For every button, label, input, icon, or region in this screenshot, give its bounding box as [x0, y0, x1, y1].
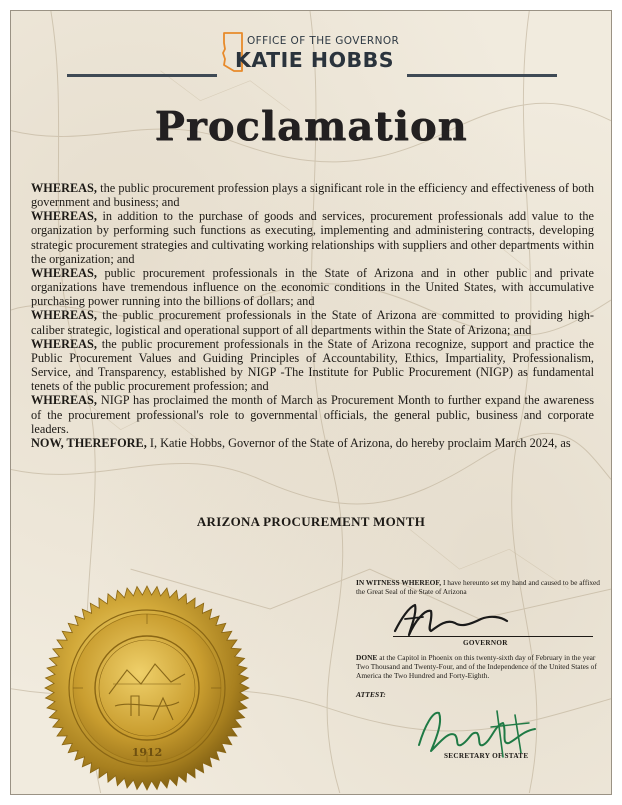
clause-3: [31, 266, 594, 308]
document-title: Proclamation: [154, 103, 468, 150]
header-rule-left: [67, 74, 217, 77]
secretary-of-state-label: SECRETARY OF STATE: [444, 752, 529, 760]
proclamation-document: [10, 10, 612, 795]
done-lead: DONE: [356, 653, 378, 662]
clause-lead: WHEREAS,: [31, 181, 97, 195]
header-rule-right: [407, 74, 557, 77]
clause-text: in addition to the purchase of goods and services, procurement professionals add value to the organization by performing such functions as executing, implementing and administering contracts, developing strategic procurement strategies and cultivating working relationships with suppliers and other departments within the organization; and: [31, 209, 594, 266]
clause-lead: WHEREAS,: [31, 393, 97, 408]
witness-text: I have hereunto set my hand and caused to be affixed the Great Seal of the State of Arizona: [356, 578, 601, 596]
clause-lead: WHEREAS,: [31, 336, 97, 351]
office-label: OFFICE OF THE GOVERNOR: [247, 35, 400, 47]
clause-lead: WHEREAS,: [31, 209, 97, 224]
governor-signature-line: [393, 636, 593, 637]
clause-5: [31, 337, 594, 394]
clause-text: public procurement professionals in the State of Arizona and in other public and private organizations have tremendous influence on the economic conditions in the United States, with accumulative purchasing power running into the billions of dollars; and: [31, 265, 594, 309]
seal-year: 1912: [131, 746, 163, 759]
clause-2: [31, 209, 594, 266]
clause-lead: NOW, THEREFORE,: [31, 435, 147, 450]
proclamation-body: [31, 181, 594, 450]
done-text: at the Capitol in Phoenix on this twenty-sixth day of February in the year Two Thousand and Twenty-Four, and of the Independence of the United States of America the Two Hundred and Forty-Eighth.: [356, 653, 597, 680]
clause-text: NIGP has proclaimed the month of March as Procurement Month to further expand the awareness of the procurement professional's role to governmental officials, the general public, business and corporate leaders.: [31, 393, 594, 436]
witness-lead: IN WITNESS WHEREOF,: [356, 578, 442, 587]
attest-label: ATTEST:: [356, 690, 386, 699]
governor-name-banner: KATIE HOBBS: [235, 48, 395, 72]
great-seal-icon: [43, 584, 251, 792]
clause-text: the public procurement professionals in the State of Arizona are committed to providing high-caliber strategic, logistical and operational support of all departments within the State of Arizona; and: [31, 308, 594, 337]
clause-6: [31, 393, 594, 435]
office-header: [11, 29, 611, 81]
clause-4: [31, 308, 594, 336]
clause-lead: WHEREAS,: [31, 308, 97, 323]
governor-label: GOVERNOR: [463, 639, 508, 647]
clause-lead: WHEREAS,: [31, 265, 97, 280]
clause-1: [31, 181, 594, 209]
witness-statement: [356, 578, 602, 596]
clause-7: [31, 436, 594, 450]
done-statement: [356, 653, 606, 680]
proclaimed-month-title: ARIZONA PROCUREMENT MONTH: [196, 514, 426, 529]
clause-text: the public procurement profession plays a significant role in the efficiency and effectiveness of both government and business; and: [31, 181, 594, 210]
governor-signature: [391, 601, 511, 641]
clause-text: the public procurement professionals in the State of Arizona recognize, support and practice the Public Procurement Values and Guiding Principles of Accountability, Ethics, Impartiality, Professionalism, Service, and Transparency, established by NIGP -The Institute for Public Procurement (NIGP) as fundamental tenets of the public procurement profession; and: [31, 336, 594, 394]
clause-text: I, Katie Hobbs, Governor of the State of Arizona, do hereby proclaim March 2024, as: [146, 435, 571, 450]
